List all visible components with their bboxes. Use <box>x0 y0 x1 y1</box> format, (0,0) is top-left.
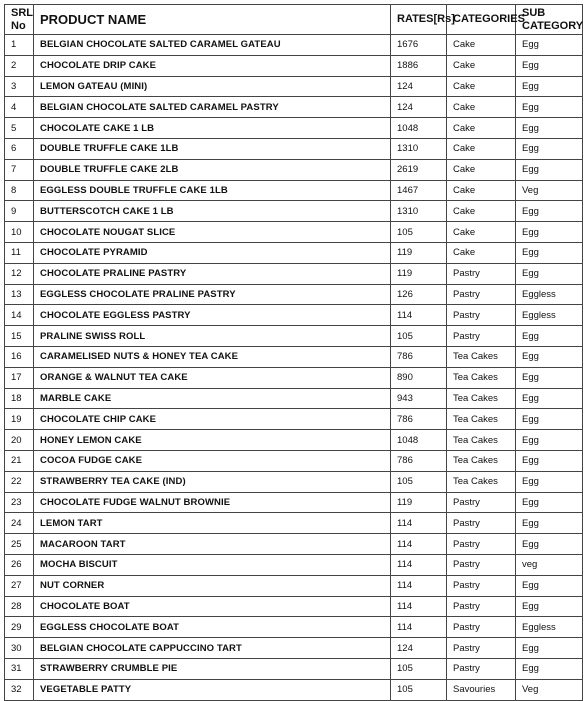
cell-product-name: CHOCOLATE BOAT <box>34 596 391 617</box>
cell-category: Pastry <box>447 638 516 659</box>
cell-srl: 10 <box>5 222 34 243</box>
cell-product-name: DOUBLE TRUFFLE CAKE 1LB <box>34 138 391 159</box>
table-row <box>5 326 583 347</box>
cell-category: Tea Cakes <box>447 471 516 492</box>
table-row <box>5 492 583 513</box>
cell-srl: 13 <box>5 284 34 305</box>
table-row <box>5 201 583 222</box>
cell-product-name: BUTTERSCOTCH CAKE 1 LB <box>34 201 391 222</box>
cell-category: Pastry <box>447 534 516 555</box>
cell-srl: 28 <box>5 596 34 617</box>
cell-subcategory: Veg <box>516 679 583 700</box>
cell-srl: 31 <box>5 658 34 679</box>
cell-product-name: EGGLESS CHOCOLATE BOAT <box>34 617 391 638</box>
cell-rate: 1467 <box>391 180 447 201</box>
cell-product-name: CHOCOLATE DRIP CAKE <box>34 55 391 76</box>
cell-rate: 105 <box>391 222 447 243</box>
cell-rate: 124 <box>391 638 447 659</box>
cell-subcategory: Egg <box>516 388 583 409</box>
header-srl-line1: SRL <box>11 6 33 19</box>
cell-subcategory: Eggless <box>516 617 583 638</box>
cell-rate: 114 <box>391 305 447 326</box>
cell-subcategory: Egg <box>516 76 583 97</box>
cell-product-name: LEMON TART <box>34 513 391 534</box>
header-categories: CATEGORIES <box>447 5 516 35</box>
cell-srl: 22 <box>5 471 34 492</box>
table-row <box>5 180 583 201</box>
cell-product-name: MACAROON TART <box>34 534 391 555</box>
cell-category: Tea Cakes <box>447 450 516 471</box>
cell-rate: 114 <box>391 596 447 617</box>
cell-rate: 943 <box>391 388 447 409</box>
cell-rate: 1048 <box>391 430 447 451</box>
cell-product-name: CHOCOLATE EGGLESS PASTRY <box>34 305 391 326</box>
cell-rate: 114 <box>391 575 447 596</box>
table-row <box>5 679 583 700</box>
cell-category: Cake <box>447 242 516 263</box>
cell-product-name: STRAWBERRY CRUMBLE PIE <box>34 658 391 679</box>
cell-srl: 18 <box>5 388 34 409</box>
cell-category: Cake <box>447 97 516 118</box>
cell-srl: 21 <box>5 450 34 471</box>
cell-category: Pastry <box>447 658 516 679</box>
cell-category: Pastry <box>447 575 516 596</box>
cell-subcategory: Egg <box>516 596 583 617</box>
cell-srl: 4 <box>5 97 34 118</box>
cell-rate: 124 <box>391 76 447 97</box>
cell-srl: 17 <box>5 367 34 388</box>
cell-category: Tea Cakes <box>447 346 516 367</box>
cell-product-name: ORANGE & WALNUT TEA CAKE <box>34 367 391 388</box>
table-row <box>5 159 583 180</box>
cell-category: Cake <box>447 35 516 56</box>
table-row <box>5 513 583 534</box>
cell-category: Cake <box>447 118 516 139</box>
cell-product-name: EGGLESS CHOCOLATE PRALINE PASTRY <box>34 284 391 305</box>
cell-category: Savouries <box>447 679 516 700</box>
cell-subcategory: Egg <box>516 35 583 56</box>
cell-category: Cake <box>447 159 516 180</box>
cell-srl: 20 <box>5 430 34 451</box>
table-row <box>5 534 583 555</box>
cell-subcategory: Eggless <box>516 305 583 326</box>
cell-category: Pastry <box>447 617 516 638</box>
cell-product-name: DOUBLE TRUFFLE CAKE 2LB <box>34 159 391 180</box>
table-row <box>5 55 583 76</box>
cell-subcategory: Egg <box>516 450 583 471</box>
cell-srl: 2 <box>5 55 34 76</box>
table-row <box>5 409 583 430</box>
cell-subcategory: Egg <box>516 430 583 451</box>
cell-category: Pastry <box>447 326 516 347</box>
cell-srl: 29 <box>5 617 34 638</box>
cell-subcategory: Egg <box>516 55 583 76</box>
cell-srl: 12 <box>5 263 34 284</box>
cell-srl: 32 <box>5 679 34 700</box>
cell-srl: 6 <box>5 138 34 159</box>
table-row <box>5 222 583 243</box>
cell-rate: 786 <box>391 409 447 430</box>
cell-rate: 786 <box>391 450 447 471</box>
cell-category: Pastry <box>447 596 516 617</box>
cell-category: Pastry <box>447 305 516 326</box>
cell-category: Cake <box>447 138 516 159</box>
cell-rate: 114 <box>391 554 447 575</box>
cell-srl: 15 <box>5 326 34 347</box>
table-row <box>5 284 583 305</box>
cell-srl: 30 <box>5 638 34 659</box>
cell-srl: 14 <box>5 305 34 326</box>
cell-product-name: EGGLESS DOUBLE TRUFFLE CAKE 1LB <box>34 180 391 201</box>
cell-rate: 119 <box>391 263 447 284</box>
header-row <box>5 5 583 35</box>
cell-rate: 1886 <box>391 55 447 76</box>
cell-subcategory: Egg <box>516 638 583 659</box>
header-srl-line2: No <box>11 19 26 32</box>
cell-srl: 26 <box>5 554 34 575</box>
cell-product-name: CHOCOLATE NOUGAT SLICE <box>34 222 391 243</box>
table-row <box>5 554 583 575</box>
cell-rate: 1676 <box>391 35 447 56</box>
table-row <box>5 430 583 451</box>
table-row <box>5 388 583 409</box>
header-product-name: PRODUCT NAME <box>34 5 391 35</box>
cell-product-name: COCOA FUDGE CAKE <box>34 450 391 471</box>
cell-rate: 119 <box>391 242 447 263</box>
cell-category: Pastry <box>447 492 516 513</box>
cell-product-name: LEMON GATEAU (MINI) <box>34 76 391 97</box>
cell-category: Cake <box>447 55 516 76</box>
cell-subcategory: Egg <box>516 326 583 347</box>
cell-category: Pastry <box>447 554 516 575</box>
cell-subcategory: veg <box>516 554 583 575</box>
cell-product-name: BELGIAN CHOCOLATE SALTED CARAMEL PASTRY <box>34 97 391 118</box>
cell-category: Tea Cakes <box>447 409 516 430</box>
cell-subcategory: Egg <box>516 263 583 284</box>
cell-srl: 5 <box>5 118 34 139</box>
table-row <box>5 575 583 596</box>
cell-category: Tea Cakes <box>447 367 516 388</box>
cell-subcategory: Egg <box>516 367 583 388</box>
cell-rate: 114 <box>391 513 447 534</box>
cell-product-name: CHOCOLATE PYRAMID <box>34 242 391 263</box>
cell-subcategory: Egg <box>516 242 583 263</box>
table-row <box>5 658 583 679</box>
cell-product-name: CHOCOLATE PRALINE PASTRY <box>34 263 391 284</box>
cell-srl: 25 <box>5 534 34 555</box>
table-row <box>5 305 583 326</box>
cell-product-name: BELGIAN CHOCOLATE SALTED CARAMEL GATEAU <box>34 35 391 56</box>
header-rates: RATES[Rs] <box>391 5 447 35</box>
cell-subcategory: Veg <box>516 180 583 201</box>
cell-rate: 124 <box>391 97 447 118</box>
cell-subcategory: Egg <box>516 138 583 159</box>
cell-subcategory: Egg <box>516 159 583 180</box>
cell-category: Pastry <box>447 513 516 534</box>
cell-srl: 1 <box>5 35 34 56</box>
header-sub-line2: CATEGORY <box>522 19 584 32</box>
cell-srl: 11 <box>5 242 34 263</box>
cell-subcategory: Egg <box>516 534 583 555</box>
cell-srl: 24 <box>5 513 34 534</box>
header-subcategory <box>516 5 583 35</box>
table-row <box>5 471 583 492</box>
cell-category: Cake <box>447 222 516 243</box>
cell-srl: 19 <box>5 409 34 430</box>
table-row <box>5 346 583 367</box>
cell-srl: 3 <box>5 76 34 97</box>
cell-subcategory: Egg <box>516 346 583 367</box>
cell-srl: 27 <box>5 575 34 596</box>
cell-product-name: CHOCOLATE FUDGE WALNUT BROWNIE <box>34 492 391 513</box>
cell-rate: 1310 <box>391 138 447 159</box>
table-row <box>5 35 583 56</box>
cell-product-name: PRALINE SWISS ROLL <box>34 326 391 347</box>
table-row <box>5 367 583 388</box>
table-row <box>5 596 583 617</box>
cell-rate: 105 <box>391 326 447 347</box>
cell-subcategory: Egg <box>516 409 583 430</box>
cell-srl: 9 <box>5 201 34 222</box>
cell-product-name: BELGIAN CHOCOLATE CAPPUCCINO TART <box>34 638 391 659</box>
cell-product-name: MARBLE CAKE <box>34 388 391 409</box>
table-row <box>5 450 583 471</box>
cell-subcategory: Eggless <box>516 284 583 305</box>
cell-subcategory: Egg <box>516 513 583 534</box>
table-row <box>5 76 583 97</box>
cell-rate: 114 <box>391 617 447 638</box>
table-row <box>5 242 583 263</box>
cell-subcategory: Egg <box>516 492 583 513</box>
cell-rate: 786 <box>391 346 447 367</box>
cell-category: Cake <box>447 180 516 201</box>
cell-subcategory: Egg <box>516 97 583 118</box>
cell-subcategory: Egg <box>516 118 583 139</box>
table-header <box>5 5 583 35</box>
table-row <box>5 638 583 659</box>
cell-product-name: NUT CORNER <box>34 575 391 596</box>
cell-product-name: MOCHA BISCUIT <box>34 554 391 575</box>
cell-subcategory: Egg <box>516 658 583 679</box>
cell-srl: 23 <box>5 492 34 513</box>
cell-category: Tea Cakes <box>447 388 516 409</box>
cell-product-name: CARAMELISED NUTS & HONEY TEA CAKE <box>34 346 391 367</box>
cell-subcategory: Egg <box>516 575 583 596</box>
table-body <box>5 35 583 701</box>
cell-product-name: HONEY LEMON CAKE <box>34 430 391 451</box>
cell-rate: 1048 <box>391 118 447 139</box>
cell-category: Cake <box>447 76 516 97</box>
cell-category: Pastry <box>447 263 516 284</box>
cell-rate: 105 <box>391 679 447 700</box>
cell-subcategory: Egg <box>516 201 583 222</box>
cell-rate: 890 <box>391 367 447 388</box>
table-row <box>5 97 583 118</box>
cell-subcategory: Egg <box>516 471 583 492</box>
cell-category: Pastry <box>447 284 516 305</box>
cell-product-name: STRAWBERRY TEA CAKE (IND) <box>34 471 391 492</box>
cell-srl: 7 <box>5 159 34 180</box>
cell-rate: 114 <box>391 534 447 555</box>
table-row <box>5 617 583 638</box>
cell-rate: 2619 <box>391 159 447 180</box>
cell-category: Cake <box>447 201 516 222</box>
cell-rate: 105 <box>391 471 447 492</box>
table-row <box>5 118 583 139</box>
cell-product-name: CHOCOLATE CHIP CAKE <box>34 409 391 430</box>
table-row <box>5 138 583 159</box>
cell-category: Tea Cakes <box>447 430 516 451</box>
cell-rate: 105 <box>391 658 447 679</box>
table-row <box>5 263 583 284</box>
cell-product-name: VEGETABLE PATTY <box>34 679 391 700</box>
header-sub-line1: SUB <box>522 6 546 19</box>
cell-rate: 119 <box>391 492 447 513</box>
header-srl <box>5 5 34 35</box>
cell-srl: 16 <box>5 346 34 367</box>
cell-rate: 1310 <box>391 201 447 222</box>
cell-product-name: CHOCOLATE CAKE 1 LB <box>34 118 391 139</box>
cell-rate: 126 <box>391 284 447 305</box>
cell-srl: 8 <box>5 180 34 201</box>
menu-table <box>4 4 583 701</box>
cell-subcategory: Egg <box>516 222 583 243</box>
